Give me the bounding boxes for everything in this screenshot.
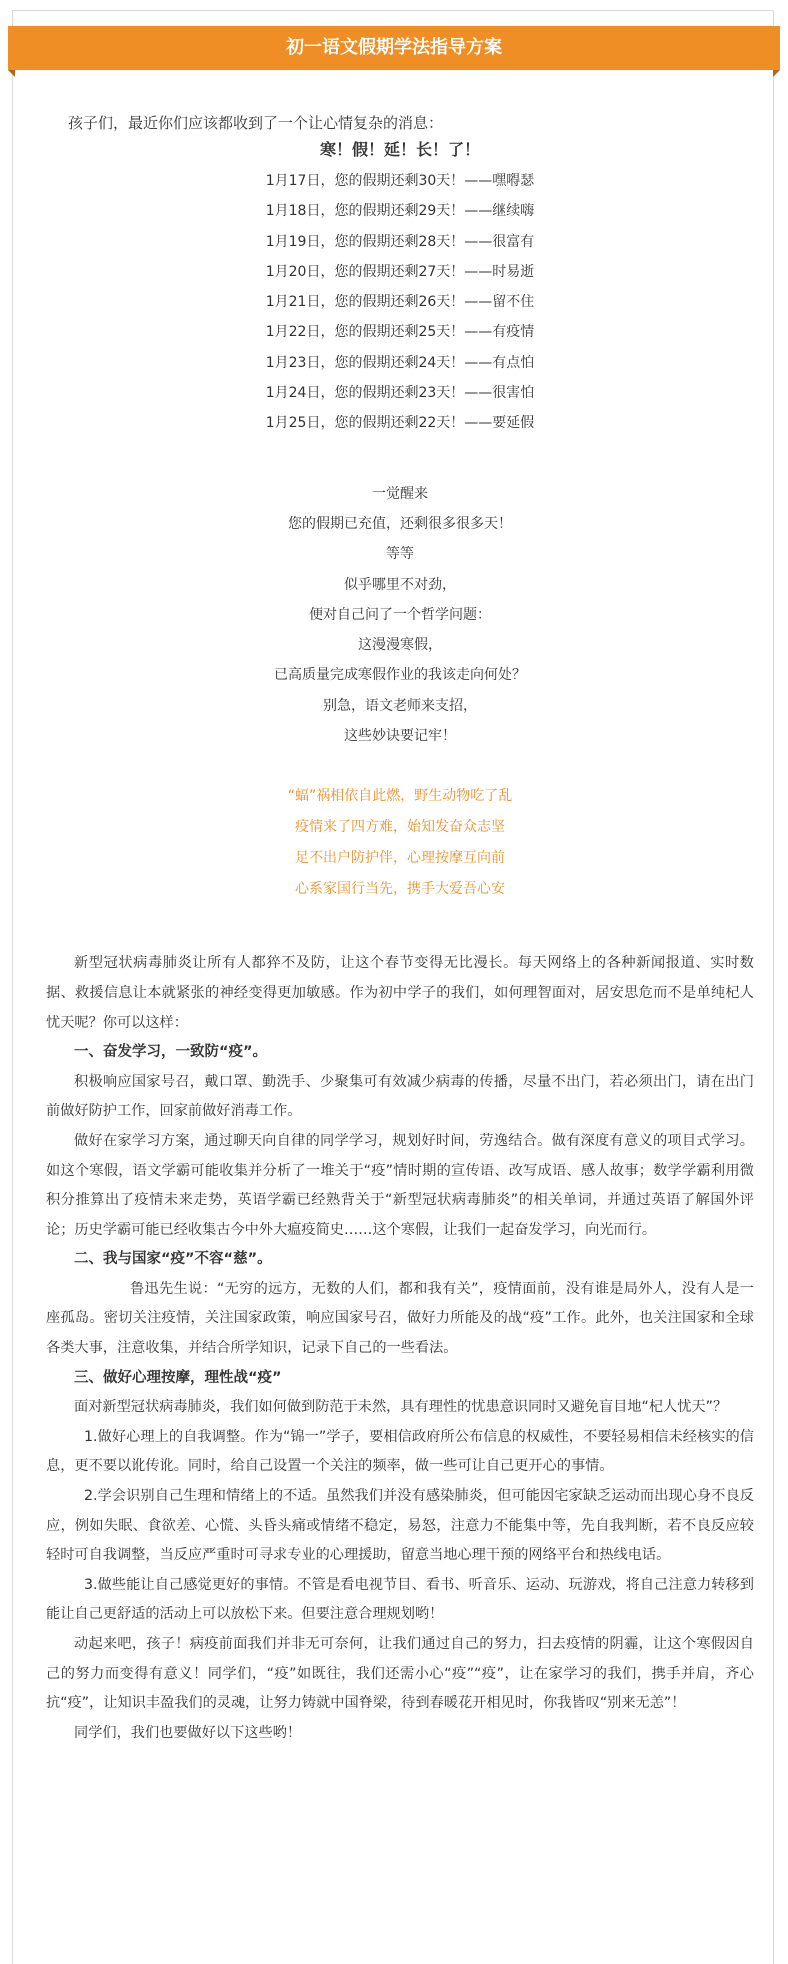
countdown-line: 1月19日，您的假期还剩28天！——很富有	[265, 233, 535, 250]
poem-line: 似乎哪里不对劲，	[344, 576, 456, 593]
intro-paragraph: 新型冠状病毒肺炎让所有人都猝不及防，让这个春节变得无比漫长。每天网络上的各种新闻报道、实时数据、救援信息让本就紧张的神经变得更加敏感。作为初中学子的我们，如何理智面对，居安思危而不是单纯杞人忧天呢？你可以这样：	[46, 955, 754, 1031]
verse-line: “蝠”祸相依自此燃，野生动物吃了乱	[287, 788, 513, 805]
poem-line: 您的假期已充值，还剩很多很多天！	[288, 515, 512, 532]
countdown-line: 1月17日，您的假期还剩30天！——嘿嘚瑟	[265, 173, 535, 189]
poem-line: 别急，语文老师来支招，	[323, 697, 477, 714]
banner-fold-left	[8, 70, 15, 77]
list-item: 1.做好心理上的自我调整。作为“锦一”学子，要相信政府所公布信息的权威性，不要轻易相信未经核实的信息，更不要以讹传讹。同时，给自己设置一个关注的频率，做一些可让自己更开心的事情。	[46, 1428, 754, 1475]
countdown-line: 1月22日，您的假期还剩25天！——有疫情	[265, 324, 535, 341]
article-content	[46, 112, 754, 1748]
countdown-list	[46, 166, 754, 439]
poem-block	[46, 479, 754, 752]
section-heading: 一、奋发学习，一致防“疫”。	[74, 1044, 268, 1061]
verse-line: 心系家国行当先，携手大爱吾心安	[295, 881, 505, 898]
paragraph: 面对新型冠状病毒肺炎，我们如何做到防范于未然，具有理性的忧患意识同时又避免盲目地“杞人忧天”？	[74, 1399, 728, 1416]
poem-line: 已高质量完成寒假作业的我该走向何处？	[274, 667, 526, 684]
final-line: 同学们，我们也要做好以下这些哟！	[74, 1724, 302, 1741]
poem-line: 一觉醒来	[372, 485, 428, 502]
page-title: 初一语文假期学法指导方案	[286, 37, 502, 58]
title-banner	[8, 26, 780, 70]
countdown-line: 1月23日，您的假期还剩24天！——有点怕	[265, 354, 535, 371]
poem-line: 这漫漫寒假，	[358, 637, 442, 654]
closing-paragraph: 动起来吧，孩子！病疫前面我们并非无可奈何，让我们通过自己的努力，扫去疫情的阴霾，让这个寒假因自己的努力而变得有意义！同学们，“疫”如既往，我们还需小心“疫”“疫”，让在家学习的我们，携手并肩，齐心抗“疫”，让知识丰盈我们的灵魂，让努力铸就中国脊梁，待到春暖花开相见时，你我皆叹“别来无恙”！	[46, 1636, 754, 1712]
paragraph: 积极响应国家号召，戴口罩、勤洗手、少聚集可有效减少病毒的传播，尽量不出门，若必须出门，请在出门前做好防护工作，回家前做好消毒工作。	[46, 1073, 754, 1120]
article-body	[46, 949, 754, 1748]
greeting: 孩子们，最近你们应该都收到了一个让心情复杂的消息：	[68, 114, 444, 132]
countdown-line: 1月18日，您的假期还剩29天！——继续嗨	[265, 203, 535, 220]
paragraph: 鲁迅先生说：“无穷的远方，无数的人们，都和我有关”，疫情面前，没有谁是局外人，没有人是一座孤岛。密切关注疫情，关注国家政策，响应国家号召，做好力所能及的战“疫”工作。此外，也关注国家和全球各类大事，注意收集，并结合所学知识，记录下自己的一些看法。	[46, 1280, 754, 1357]
countdown-line: 1月25日，您的假期还剩22天！——要延假	[265, 415, 535, 432]
orange-verse	[46, 781, 754, 905]
section-heading: 二、我与国家“疫”不容“慈”。	[74, 1251, 272, 1268]
headline: 寒！假！延！长！了！	[319, 140, 480, 159]
list-item: 3.做些能让自己感觉更好的事情。不管是看电视节目、看书、听音乐、运动、玩游戏，将自己注意力转移到能让自己更舒适的活动上可以放松下来。但要注意合理规划哟！	[46, 1576, 754, 1623]
verse-line: 疫情来了四方难，始知发奋众志坚	[295, 819, 505, 836]
list-item: 2.学会识别自己生理和情绪上的不适。虽然我们并没有感染肺炎，但可能因宅家缺乏运动而出现心身不良反应，例如失眠、食欲差、心慌、头昏头痛或情绪不稳定，易怒，注意力不能集中等，先自我判断，若不良反应较轻时可自我调整，当反应严重时可寻求专业的心理援助，留意当地心理干预的网络平台和热线电话。	[46, 1488, 754, 1564]
section-heading: 三、做好心理按摩，理性战“疫”	[74, 1369, 282, 1386]
countdown-line: 1月20日，您的假期还剩27天！——时易逝	[265, 263, 535, 280]
countdown-line: 1月24日，您的假期还剩23天！——很害怕	[265, 385, 535, 402]
countdown-line: 1月21日，您的假期还剩26天！——留不住	[265, 294, 535, 311]
poem-line: 等等	[386, 546, 414, 563]
banner-fold-right	[773, 70, 780, 77]
paragraph: 做好在家学习方案，通过聊天向自律的同学学习，规划好时间，劳逸结合。做有深度有意义的项目式学习。如这个寒假，语文学霸可能收集并分析了一堆关于“疫”情时期的宣传语、改写成语、感人故事；数学学霸利用微积分推算出了疫情未来走势，英语学霸已经熟背关于“新型冠状病毒肺炎”的相关单词，并通过英语了解国外评论；历史学霸可能已经收集古今中外大瘟疫简史……这个寒假，让我们一起奋发学习，向光而行。	[46, 1132, 754, 1238]
poem-line: 这些妙诀要记牢！	[344, 728, 456, 745]
poem-line: 便对自己问了一个哲学问题：	[309, 606, 491, 623]
verse-line: 足不出户防护伴，心理按摩互向前	[295, 850, 505, 867]
